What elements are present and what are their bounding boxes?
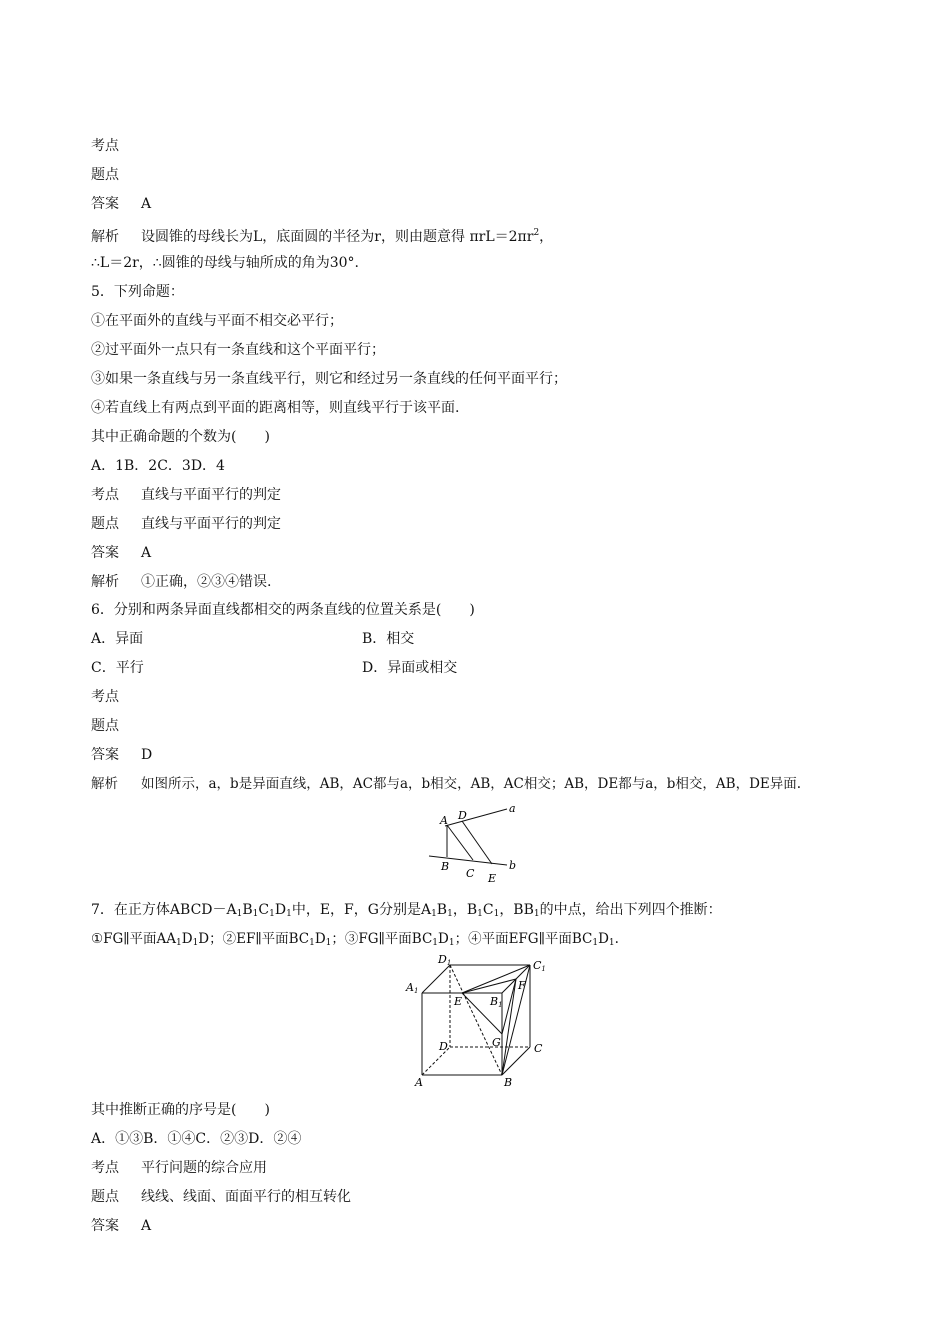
q6-options-row1 [91,629,691,649]
point-D-label: D [458,809,467,822]
point-B1-label: B1 [490,995,503,1009]
q7-tidian: 题点 线线、线面、面面平行的相互转化 [91,1189,351,1205]
q4-analysis: 解析 设圆锥的母线长为L，底面圆的半径为r，则由题意得 $\pi rL=2\pi r^2$， [91,228,554,245]
point-D-label: D [439,1040,448,1053]
q6-tidian: 题点 [91,718,119,734]
q7-kaodian: 考点 平行问题的综合应用 [91,1160,267,1176]
point-D1-label: D1 [438,953,452,967]
q5-item-1: ①在平面外的直线与平面不相交必平行； [91,313,343,329]
point-G-label: G [492,1036,501,1049]
q6-stem: 6．分别和两条异面直线都相交的两条直线的位置关系是( ) [91,602,475,618]
q7-stem: 7．在正方体$ABCD-A_1B_1C_1D_1$中，E，F，G分别是$A_1B_1$，$B_1C_1$，$BB_1$的中点，给出下列四个推断： [91,902,722,919]
skew-lines-figure [425,800,545,890]
point-B-label: B [504,1076,513,1088]
q6-option-b: B．相交 [362,631,415,647]
point-F-label: F [518,979,526,992]
line-b-label: b [509,859,517,872]
q5-item-2: ②过平面外一点只有一条直线和这个平面平行； [91,342,385,358]
q5-item-3: ③如果一条直线与另一条直线平行，则它和经过另一条直线的任何平面平行； [91,371,567,387]
q6-options-row2 [91,658,691,678]
q6-option-a: A．异面 [91,631,144,647]
q5-question: 其中正确命题的个数为( ) [91,429,270,445]
point-C1-label: C1 [533,959,546,973]
point-B-label: B [441,860,450,873]
point-E-label: E [454,995,463,1008]
q5-answer: 答案 A [91,545,152,561]
q4-tidian: 题点 [91,167,119,183]
q4-analysis-line2: ∴L＝2r，∴圆锥的母线与轴所成的角为30°. [91,255,359,271]
q5-stem: 5．下列命题： [91,284,184,300]
point-A1-label: A1 [406,981,419,995]
q6-answer: 答案 D [91,747,153,763]
q5-item-4: ④若直线上有两点到平面的距离相等，则直线平行于该平面. [91,400,460,416]
q7-options: A．①③B．①④C．②③D．②④ [91,1131,302,1147]
q5-analysis: 解析 ①正确，②③④错误. [91,574,272,590]
q7-question: 其中推断正确的序号是( ) [91,1102,270,1118]
point-A-label: A [415,1076,423,1088]
q7-answer: 答案 A [91,1218,152,1234]
cube-figure [402,953,552,1088]
point-C-label: C [534,1042,543,1055]
q5-tidian: 题点 直线与平面平行的判定 [91,516,281,532]
q6-option-d: D．异面或相交 [362,660,458,676]
point-A-label: A [440,814,448,827]
q4-kaodian: 考点 [91,138,119,154]
q5-kaodian: 考点 直线与平面平行的判定 [91,487,281,503]
point-E-label: E [488,872,497,885]
point-C-label: C [466,867,475,880]
q6-kaodian: 考点 [91,689,119,705]
q4-answer: 答案 A [91,196,152,212]
line-a-label: a [509,802,516,815]
q7-inferences: ①FG∥平面$AA_1D_1D$；②EF∥平面$BC_1D_1$；③FG∥平面$BC_1D_1$；④平面EFG∥平面$BC_1D_1$. [91,931,619,948]
q6-option-c: C．平行 [91,660,144,676]
q6-analysis: 解析 如图所示，a，b是异面直线，AB，AC都与a，b相交，AB，AC相交；AB，DE都与a，b相交，AB，DE异面. [91,776,802,792]
q5-options: A．1B．2C．3D．4 [91,458,225,474]
